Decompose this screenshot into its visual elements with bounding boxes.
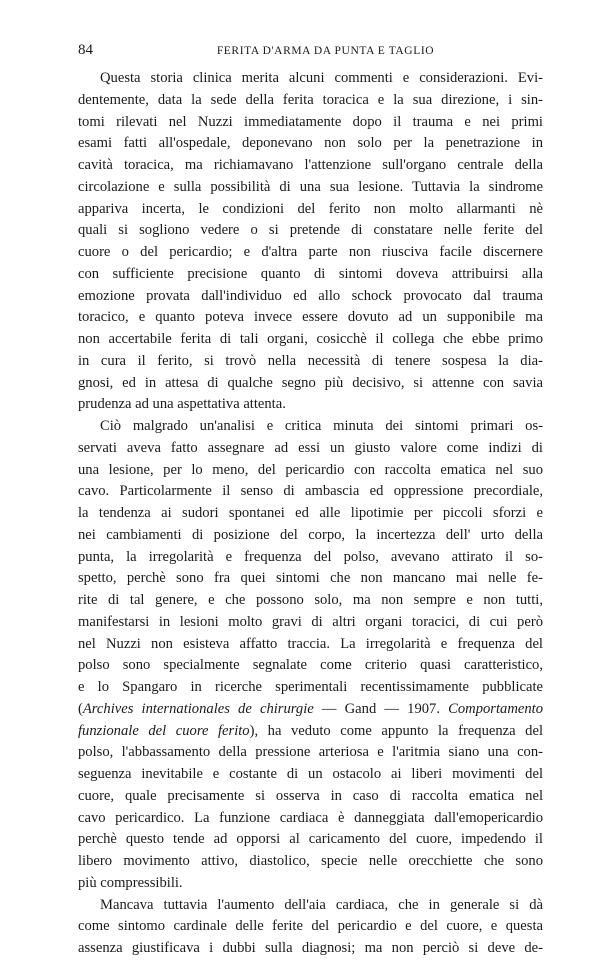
citation-line [78, 699, 543, 721]
text-line: assenza giustificava i dubbi sulla diagnosi; ma non perciò si deve de- [78, 940, 543, 956]
text-line: in cura il ferito, si trovò nella necessità di tenere sospesa la dia- [78, 352, 543, 369]
text-line: polso sono specialmente segnalate come criterio quasi caratteristico, [78, 657, 543, 674]
text-line: punta, la irregolarità e frequenza del polso, avevano attirato il so- [78, 548, 543, 565]
text-line: perchè questo tende ad opporsi al caricamento del cuore, impedendo il [78, 831, 543, 848]
page-header [78, 40, 543, 60]
text-line: non accertabile ferita di tali organi, cosicchè il collega che ebbe primo [78, 331, 543, 347]
body-text [78, 68, 543, 960]
text-line: Ciò malgrado un'analisi e critica minuta dei sintomi primari os- [100, 418, 543, 434]
text-line: con sufficiente precisione quanto di sintomi doveva attribuirsi alla [78, 265, 543, 282]
text-line: appariva incerta, le condizioni del ferito non molto allarmanti nè [78, 200, 543, 217]
text-line: Mancava tuttavia l'aumento dell'aia cardiaca, che in generale si dà [100, 896, 543, 913]
text-line: seguenza inevitabile e costante di un ostacolo ai liberi movimenti del [78, 766, 543, 782]
text-line: cavo. Particolarmente il senso di ambascia ed oppressione precordiale, [78, 483, 543, 500]
text-line: emozione provata dall'individuo ed allo schock provocato dal trauma [78, 287, 543, 304]
text-line: dentemente, data la sede della ferita toracica e la sua direzione, i sin- [78, 91, 543, 108]
text-line: quali si sogliono vedere o si pretende di constatare nelle ferite del [78, 222, 543, 239]
citation-line [78, 721, 543, 743]
text-line: cavità toracica, ma richiamavano l'attenzione sull'organo centrale della [78, 157, 543, 173]
text-line: cuore o del pericardio; e d'altra parte non riusciva facile discernere [78, 244, 543, 260]
citation-continuation: ), ha veduto come appunto la frequenza del [249, 722, 543, 739]
text-line: spetto, perchè sono fra quei sintomi che non mancano mai nelle fe- [78, 570, 543, 587]
text-line: servati aveva fatto assegnare ad essi un giusto valore come indizi di [78, 439, 543, 456]
text-line: circolazione e sulla possibilità di una sua lesione. Tuttavia la sindrome [78, 178, 543, 195]
text-line: come sintomo cardinale delle ferite del pericardio e del cuore, e questa [78, 918, 543, 935]
running-title: FERITA D'ARMA DA PUNTA E TAGLIO [216, 45, 435, 57]
citation-place-year: — Gand — 1907. [313, 700, 449, 717]
text-line: la tendenza ai sudori spontanei ed alle lipotimie per piccoli sforzi e [78, 505, 543, 521]
article-title-part-2: funzionale del cuore ferito [78, 722, 250, 739]
text-line: esami fatti all'ospedale, deponevano non solo per la penetrazione in [78, 135, 543, 152]
text-line: rite di tal genere, e che possono solo, ma non sempre e non tutti, [78, 592, 543, 608]
text-line: manifestarsi in lesioni molto gravi di altri organi toracici, di cui però [78, 613, 543, 630]
text-line: gnosi, ed in attesa di qualche segno più decisivo, si attenne con savia [78, 374, 543, 391]
text-line: tomi rilevati nel Nuzzi immediatamente dopo il trauma e nei primi [78, 113, 543, 130]
text-line: una lesione, per lo meno, del pericardio con raccolta ematica nel suo [78, 461, 543, 478]
text-line: polso, l'abbassamento della pressione arteriosa e l'aritmia siano una con- [78, 744, 543, 761]
text-line: cavo pericardico. La funzione cardiaca è danneggiata dall'emopericardio [78, 809, 543, 826]
text-line: Questa storia clinica merita alcuni commenti e considerazioni. Evi- [100, 70, 543, 86]
text-line: nei cambiamenti di posizione del corpo, la incertezza dell' urto della [78, 526, 543, 543]
text-line: più compressibili. [78, 874, 183, 891]
text-line: prudenza ad una aspettativa attenta. [78, 396, 286, 413]
text-line: nel Nuzzi non esisteva affatto traccia. La irregolarità e frequenza del [78, 635, 543, 652]
text-line: toracico, e quanto poteva invece essere dovuto ad un supponibile ma [78, 309, 543, 326]
journal-title: Archives internationales de chirurgie [82, 700, 314, 717]
article-title-part-1: Comportamento [448, 700, 543, 717]
citation-open-paren: ( [78, 700, 83, 717]
text-line: libero movimento attivo, diastolico, specie nelle orecchiette che sono [78, 853, 543, 869]
text-line: cuore, quale precisamente si osserva in caso di raccolta ematica nel [78, 787, 543, 804]
page-number: 84 [78, 42, 93, 58]
text-line: e lo Spangaro in ricerche sperimentali recentissimamente pubblicate [78, 679, 543, 695]
